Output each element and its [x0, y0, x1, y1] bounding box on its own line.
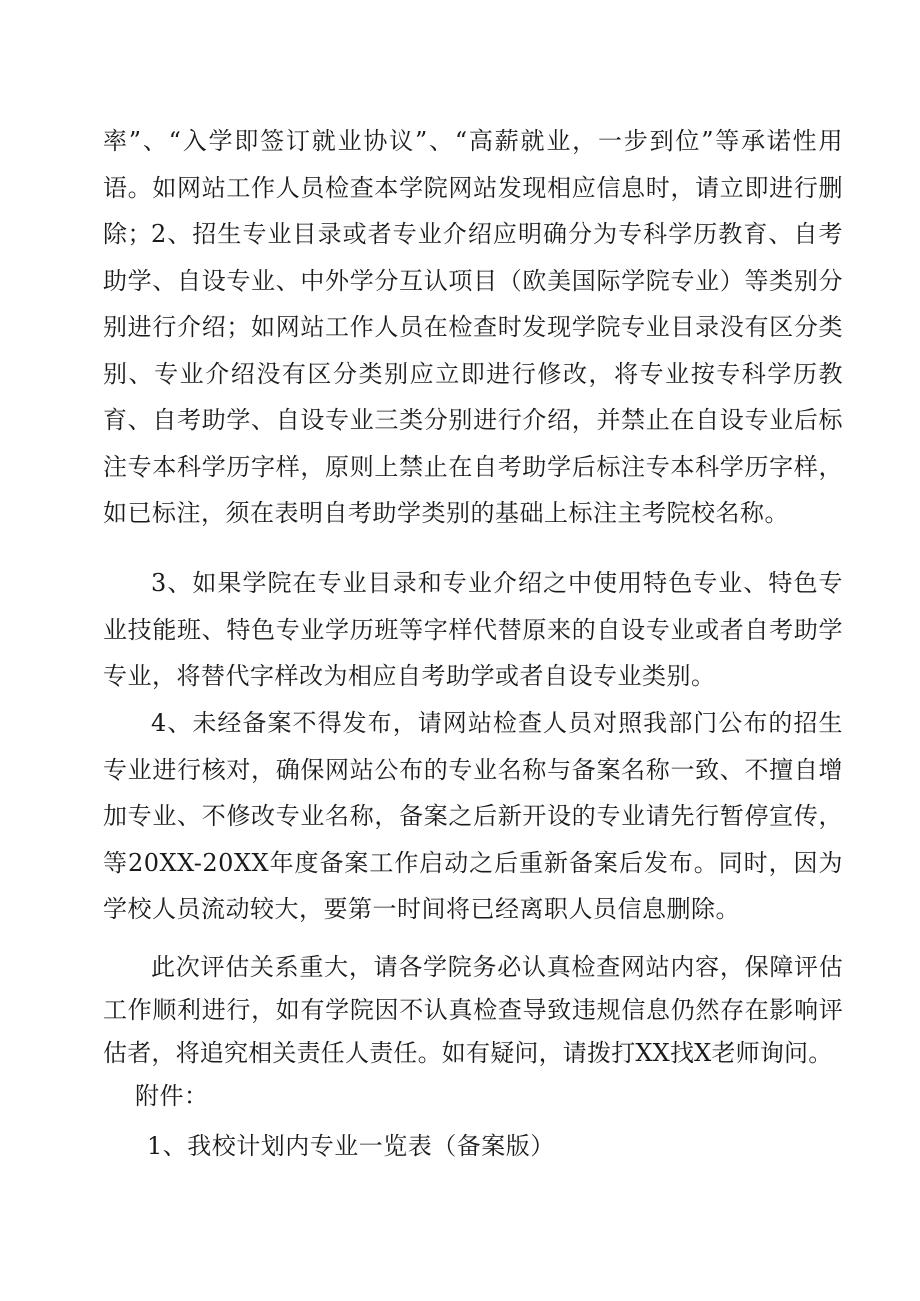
attachment-label: 附件： [135, 1082, 209, 1110]
paragraph-item-4: 4、未经备案不得发布，请网站检查人员对照我部门公布的招生专业进行核对，确保网站公布的专业名称与备案名称一致、不擅自增加专业、不修改专业名称，备案之后新开设的专业请先行暂停宣传，等20XX-20XX年度备案工作启动之后重新备案后发布。同时，因为学校人员流动较大，要第一时间将已经离职人员信息删除。 [103, 709, 843, 923]
paragraph-closing: 此次评估关系重大，请各学院务必认真检查网站内容，保障评估工作顺利进行，如有学院因不认真检查导致违规信息仍然存在影响评估者，将追究相关责任人责任。如有疑问，请拨打XX找X老师询问。 [103, 953, 843, 1067]
paragraph-item-3: 3、如果学院在专业目录和专业介绍之中使用特色专业、特色专业技能班、特色专业学历班等字样代替原来的自设专业或者自考助学专业，将替代字样改为相应自考助学或者自设专业类别。 [103, 569, 843, 690]
paragraph-item-2: 2、招生专业目录或者专业介绍应明确分为专科学历教育、自考助学、自设专业、中外学分互认项目（欧美国际学院专业）等类别分别进行介绍；如网站工作人员在检查时发现学院专业目录没有区分类别、专业介绍没有区分类别应立即进行修改，将专业按专科学历教育、自考助学、自设专业三类分别进行介绍，并禁止在自设专业后标注专本科学历字样，原则上禁止在自考助学后标注专本科学历字样，如已标注，须在表明自考助学类别的基础上标注主考院校名称。 [103, 220, 843, 527]
attachment-item: 1、我校计划内专业一览表（备案版） [147, 1132, 555, 1160]
paragraph-continuation: 率”、“入学即签订就业协议”、“高薪就业，一步到位”等承诺性用语。如网站工作人员检查本学院网站发现相应信息时，请立即进行删除； [103, 127, 843, 248]
